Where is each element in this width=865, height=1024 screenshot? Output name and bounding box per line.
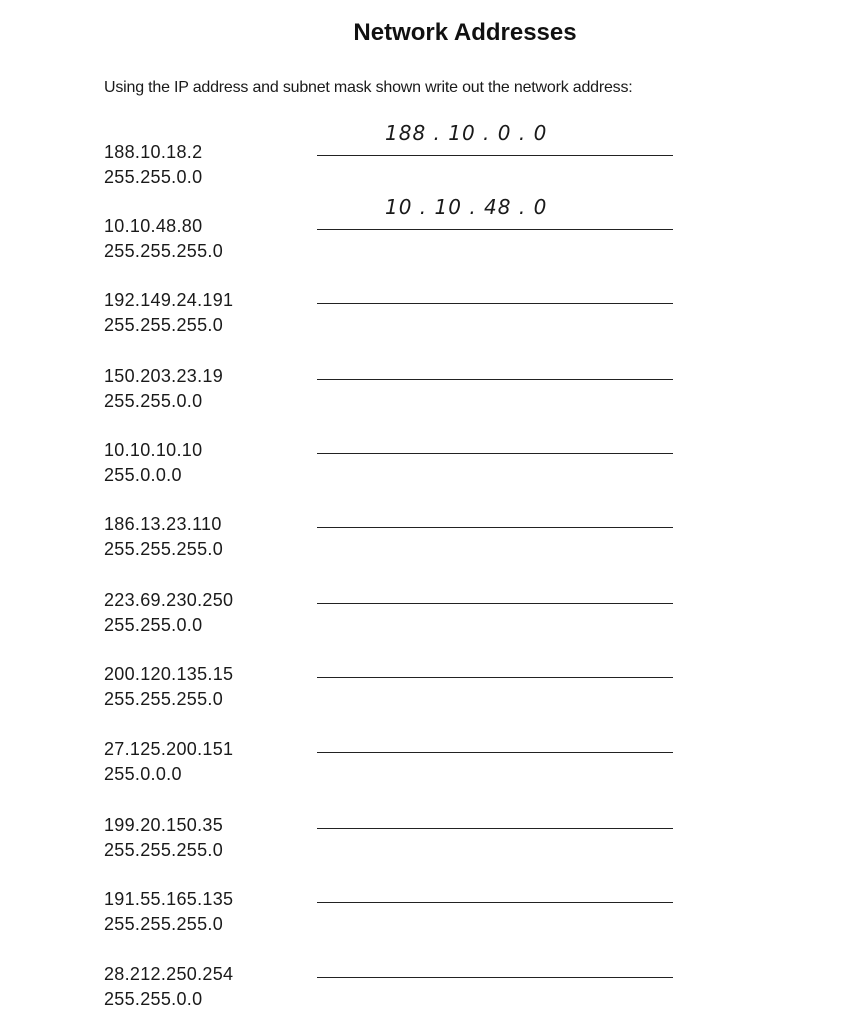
answer-line <box>317 453 673 454</box>
subnet-mask: 255.255.255.0 <box>104 241 224 261</box>
question-item <box>104 815 744 875</box>
ip-address: 10.10.10.10 <box>104 440 203 460</box>
page-title: Network Addresses <box>353 19 577 46</box>
ip-address: 27.125.200.151 <box>104 739 234 759</box>
ip-address: 191.55.165.135 <box>104 889 234 909</box>
answer-line <box>317 677 673 678</box>
question-item <box>104 195 744 276</box>
answer-line <box>317 527 673 528</box>
question-item <box>104 366 744 426</box>
question-item <box>104 964 744 1024</box>
answer-line <box>317 603 673 604</box>
subnet-mask: 255.255.255.0 <box>104 539 224 559</box>
question-item <box>104 739 744 799</box>
handwritten-answer: 10 . 10 . 48 . 0 <box>385 195 548 219</box>
ip-address: 188.10.18.2 <box>104 142 203 162</box>
answer-line <box>317 977 673 978</box>
ip-address: 192.149.24.191 <box>104 290 234 310</box>
subnet-mask: 255.0.0.0 <box>104 465 182 485</box>
ip-address: 199.20.150.35 <box>104 815 224 835</box>
question-item <box>104 590 744 650</box>
question-item <box>104 440 744 500</box>
question-item <box>104 664 744 724</box>
instructions-text: Using the IP address and subnet mask shown write out the network address: <box>104 79 633 96</box>
answer-line <box>317 902 673 903</box>
answer-line <box>317 229 673 230</box>
answer-line <box>317 379 673 380</box>
subnet-mask: 255.255.0.0 <box>104 615 203 635</box>
handwritten-answer: 188 . 10 . 0 . 0 <box>385 121 548 145</box>
ip-address: 150.203.23.19 <box>104 366 224 386</box>
subnet-mask: 255.255.255.0 <box>104 689 224 709</box>
subnet-mask: 255.255.0.0 <box>104 989 203 1009</box>
question-item <box>104 290 744 350</box>
subnet-mask: 255.255.0.0 <box>104 167 203 187</box>
ip-address: 186.13.23.110 <box>104 514 222 534</box>
ip-address: 200.120.135.15 <box>104 664 234 684</box>
ip-address: 28.212.250.254 <box>104 964 234 984</box>
answer-line <box>317 828 673 829</box>
question-item <box>104 889 744 949</box>
answer-line <box>317 155 673 156</box>
ip-address: 223.69.230.250 <box>104 590 234 610</box>
ip-address: 10.10.48.80 <box>104 216 203 236</box>
subnet-mask: 255.0.0.0 <box>104 764 182 784</box>
subnet-mask: 255.255.0.0 <box>104 391 203 411</box>
question-item <box>104 121 744 202</box>
answer-line <box>317 752 673 753</box>
answer-line <box>317 303 673 304</box>
question-item <box>104 514 744 574</box>
subnet-mask: 255.255.255.0 <box>104 840 224 860</box>
subnet-mask: 255.255.255.0 <box>104 914 224 934</box>
subnet-mask: 255.255.255.0 <box>104 315 224 335</box>
